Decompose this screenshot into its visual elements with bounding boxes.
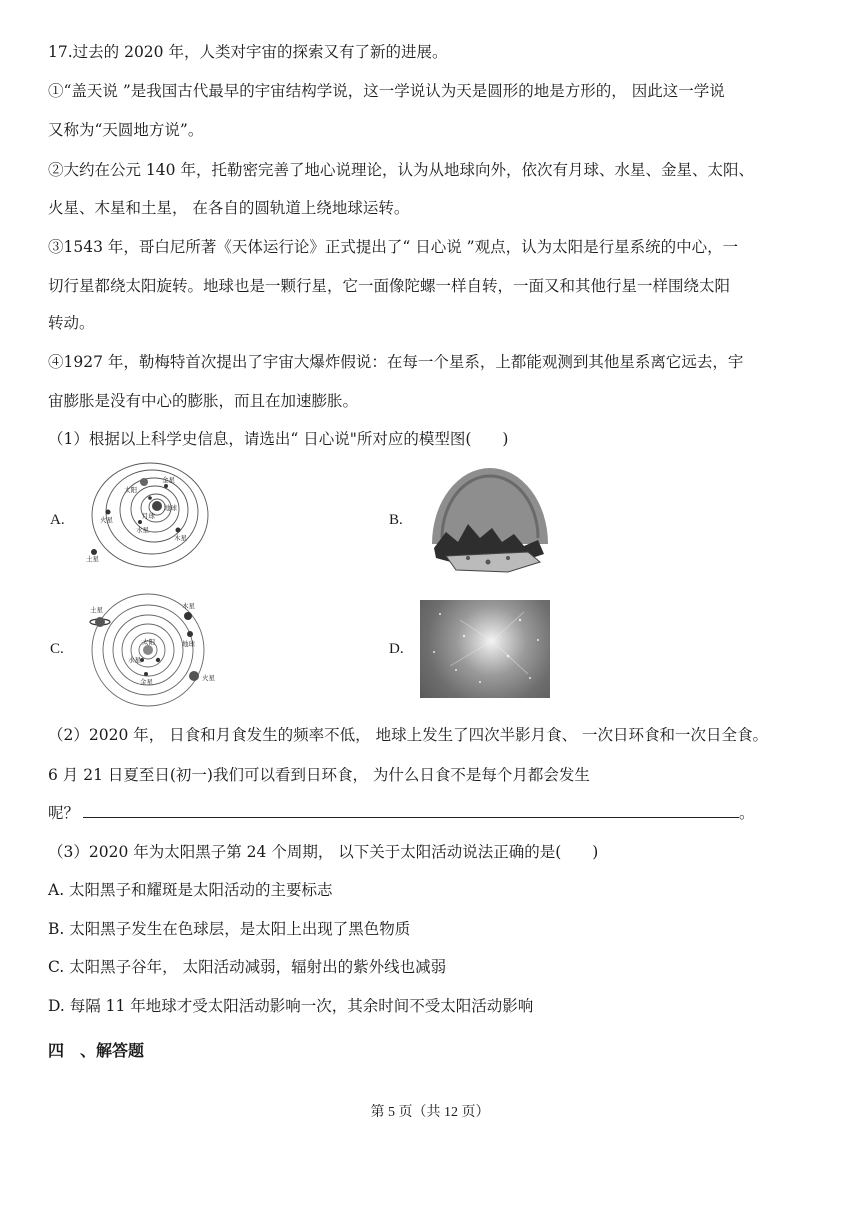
section-heading: 四 、解答题	[48, 1041, 145, 1060]
paragraph-4-line-1: ④1927 年，勒梅特首次提出了宇宙大爆炸假说：在每一个星系，上都能观测到其他星系离它远去，宇	[48, 353, 744, 371]
paragraph-2-line-2: 火星、木星和土星， 在各自的圆轨道上绕地球运转。	[48, 199, 410, 217]
sub-question-3-stem: （3）2020 年为太阳黑子第 24 个周期， 以下关于太阳活动说法正确的是( )	[48, 843, 599, 861]
big-bang-photo	[420, 600, 550, 698]
sub-question-1-stem: （1）根据以上科学史信息，请选出“ 日心说"所对应的模型图( )	[48, 430, 509, 448]
fig-c-label-sun: 太阳	[142, 638, 155, 646]
sub-question-2-answer-line	[48, 803, 755, 823]
fig-a-label-earth: 地球	[164, 504, 177, 512]
paragraph-1-line-1: ①“盖天说 ”是我国古代最早的宇宙结构学说，这一学说认为天是圆形的地是方形的， 因此这一学说	[48, 82, 725, 100]
fig-a-label-saturn: 土星	[86, 555, 99, 563]
option-c-label: C.	[50, 641, 64, 657]
option-a-label: A.	[50, 512, 65, 528]
answer-suffix: 。	[739, 804, 755, 822]
paragraph-2-line-1: ②大约在公元 140 年，托勒密完善了地心说理论，认为从地球向外，依次有月球、水星、金星、太阳、	[48, 161, 754, 179]
heliocentric-diagram	[78, 590, 218, 708]
sub-question-2-line-2: 6 月 21 日夏至日(初一)我们可以看到日环食， 为什么日食不是每个月都会发生	[48, 766, 590, 784]
fig-a-label-moon: 月球	[142, 512, 155, 520]
paragraph-1-line-2: 又称为“天圆地方说”。	[48, 121, 204, 139]
fig-a-label-venus: 金星	[162, 476, 175, 484]
answer-blank[interactable]	[83, 803, 739, 818]
sub-question-2-line-1: （2）2020 年， 日食和月食发生的频率不低， 地球上发生了四次半影月食、 一次日环食和一次日全食。	[48, 726, 769, 744]
paragraph-4-line-2: 宙膨胀是没有中心的膨胀，而且在加速膨胀。	[48, 392, 359, 410]
fig-c-label-mars: 火星	[202, 674, 215, 682]
dome-sky-flat-earth-illustration	[428, 458, 550, 576]
option-d-label: D.	[389, 641, 404, 657]
paragraph-3-line-3: 转动。	[48, 314, 95, 332]
sub-question-3-option-b: B. 太阳黑子发生在色球层，是太阳上出现了黑色物质	[48, 920, 411, 938]
paragraph-3-line-1: ③1543 年，哥白尼所著《天体运行论》正式提出了“ 日心说 ”观点，认为太阳是行星系统的中心，一	[48, 238, 739, 256]
fig-a-label-sun: 太阳	[124, 486, 137, 494]
sub-question-3-option-a: A. 太阳黑子和耀斑是太阳活动的主要标志	[48, 881, 333, 899]
sub-question-3-option-c: C. 太阳黑子谷年， 太阳活动减弱，辐射出的紫外线也减弱	[48, 958, 447, 976]
question-title: 17.过去的 2020 年，人类对宇宙的探索又有了新的进展。	[48, 43, 448, 61]
fig-c-label-jupiter: 木星	[182, 602, 195, 610]
sub-question-3-option-d: D. 每隔 11 年地球才受太阳活动影响一次，其余时间不受太阳活动影响	[48, 997, 534, 1015]
fig-c-label-venus: 金星	[140, 678, 153, 686]
answer-prefix: 呢？	[48, 804, 80, 822]
fig-a-label-mercury: 水星	[136, 526, 149, 534]
fig-c-label-saturn: 土星	[90, 606, 103, 614]
fig-c-label-earth: 地球	[182, 640, 195, 648]
geocentric-diagram	[82, 460, 210, 576]
option-b-label: B.	[389, 512, 403, 528]
page-footer: 第 5 页（共 12 页）	[370, 1105, 490, 1120]
fig-a-label-jupiter: 木星	[174, 534, 187, 542]
fig-a-label-mars: 火星	[100, 516, 113, 524]
paragraph-3-line-2: 切行星都绕太阳旋转。地球也是一颗行星，它一面像陀螺一样自转，一面又和其他行星一样围绕太阳	[48, 277, 731, 295]
fig-c-label-mercury: 水星	[128, 656, 141, 664]
